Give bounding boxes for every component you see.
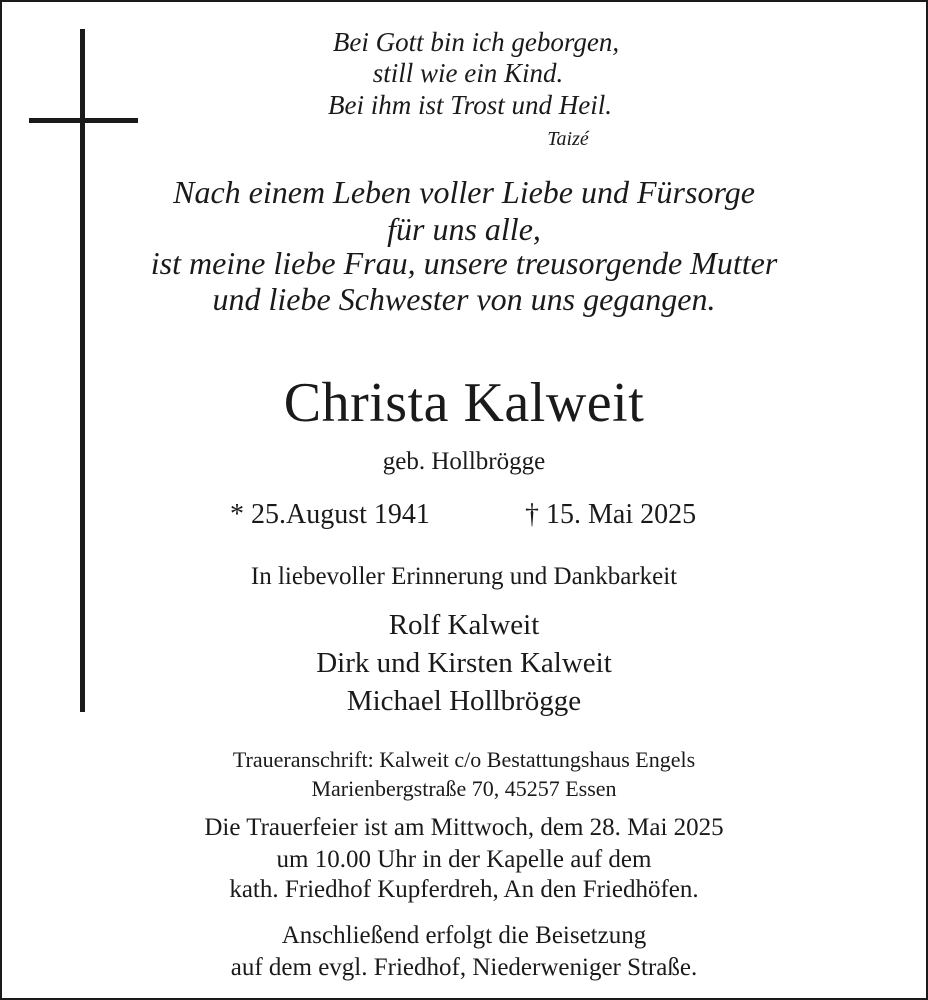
burial-line-2: auf dem evgl. Friedhof, Niederweniger Straße. (230, 954, 698, 981)
verse-line-2: still wie ein Kind. (372, 58, 564, 88)
verse-source: Taizé (547, 128, 589, 150)
service-line-3: kath. Friedhof Kupferdreh, An den Friedhöfen. (229, 876, 699, 903)
remembrance-text: In liebevoller Erinnerung und Dankbarkeit (250, 563, 678, 590)
maiden-name: geb. Hollbrögge (382, 448, 546, 475)
service-line-2: um 10.00 Uhr in der Kapelle auf dem (276, 846, 652, 873)
intro-line-4: und liebe Schwester von uns gegangen. (212, 281, 716, 317)
mourning-address-line-1: Traueranschrift: Kalweit c/o Bestattungshaus Engels (232, 747, 696, 772)
death-date: † 15. Mai 2025 (525, 499, 697, 530)
burial-line-1: Anschließend erfolgt die Beisetzung (281, 922, 647, 949)
intro-line-2: für uns alle, (387, 211, 541, 247)
mourner-2: Dirk und Kirsten Kalweit (316, 647, 612, 679)
birth-date: * 25.August 1941 (230, 499, 430, 530)
verse-line-3: Bei ihm ist Trost und Heil. (327, 90, 612, 120)
intro-line-3: ist meine liebe Frau, unsere treusorgende Mutter (150, 245, 778, 281)
deceased-name: Christa Kalweit (283, 372, 645, 434)
verse-line-1: Bei Gott bin ich geborgen, (332, 27, 620, 57)
mourning-address-line-2: Marienbergstraße 70, 45257 Essen (311, 776, 617, 801)
intro-line-1: Nach einem Leben voller Liebe und Fürsorge (173, 174, 755, 210)
service-line-1: Die Trauerfeier ist am Mittwoch, dem 28. Mai 2025 (204, 814, 724, 841)
mourner-1: Rolf Kalweit (388, 609, 540, 641)
mourner-3: Michael Hollbrögge (346, 685, 582, 717)
